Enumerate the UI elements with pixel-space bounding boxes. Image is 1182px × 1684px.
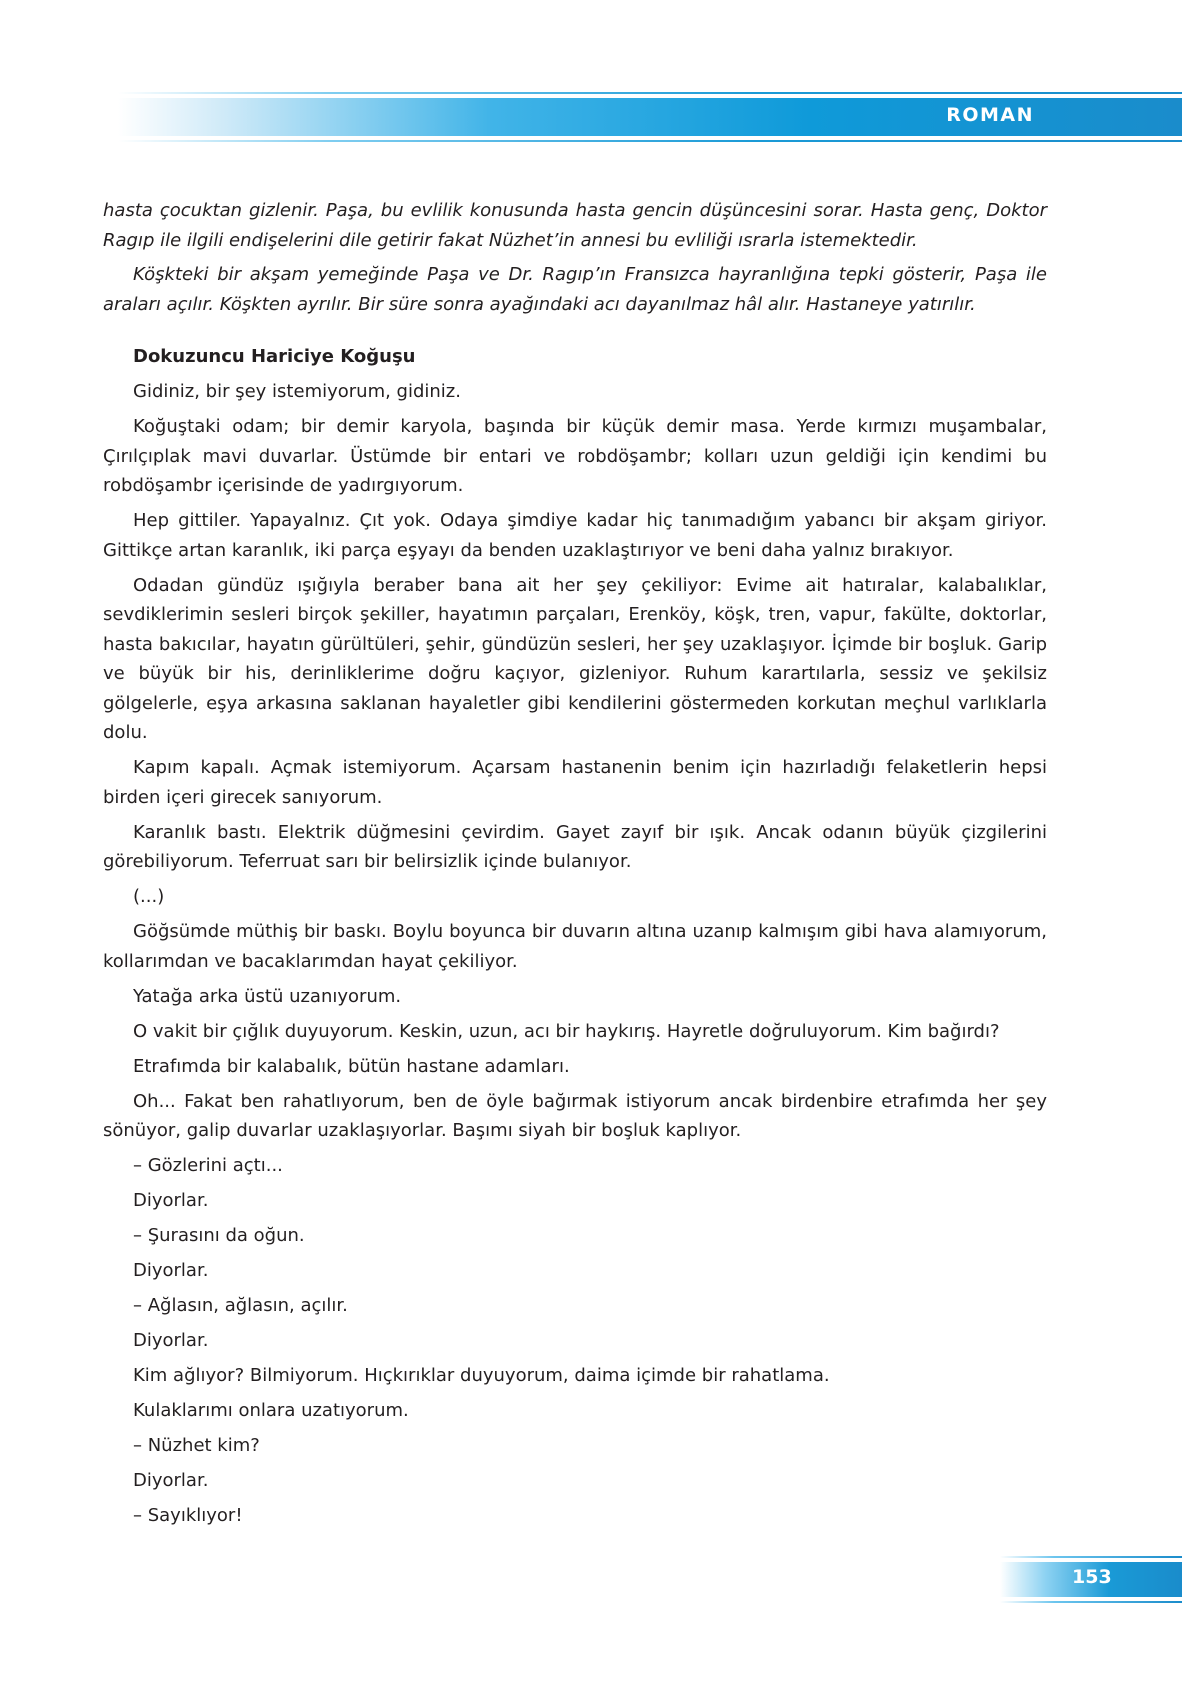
excerpt-paragraph: Odadan gündüz ışığıyla beraber bana ait her şey çekiliyor: Evime ait hatıralar, kalabalıklar, sevdiklerimin sesleri birçok şekiller, hayatımın parçaları, Erenköy, köşk, tren, vapur, fakülte, doktorlar, hasta bakıcılar, hayatın gürültüleri, şehir, gündüzün sesleri, her şey uzaklaşıyor. İçimde bir boşluk. Garip ve büyük bir his, derinliklerime doğru kaçıyor, gizleniyor. Ruhum karartılarla, sessiz ve şekilsiz gölgelerle, eşya arkasına saklanan hayaletler gibi kendilerini göstermeden korkutan meçhul varlıklarla dolu. [103,574,1047,743]
excerpt-paragraph: Etrafımda bir kalabalık, bütün hastane adamları. [133,1055,570,1077]
footer-rule-bottom [1000,1601,1182,1603]
summary-paragraph: hasta çocuktan gizlenir. Paşa, bu evlilik konusunda hasta gencin düşüncesini sorar. Hasta genç, Doktor Ragıp ile ilgili endişelerini dile getirir fakat Nüzhet’in annesi bu evliliği ısrarla istemektedir. [103,200,1047,251]
excerpt-paragraph: Göğsümde müthiş bir baskı. Boylu boyunca bir duvarın altına uzanıp kalmışım gibi hava alamıyorum, kollarımdan ve bacaklarımdan hayat çekiliyor. [103,921,1047,972]
dialogue-line: – Ağlasın, ağlasın, açılır. [133,1295,348,1316]
header-rule-top [118,92,1182,94]
excerpt-paragraph: Gidiniz, bir şey istemiyorum, gidiniz. [133,381,461,402]
page-content [103,196,1047,1536]
header-rule-bottom [118,140,1182,142]
excerpt-paragraph: Oh... Fakat ben rahatlıyorum, ben de öyle bağırmak istiyorum ancak birdenbire etrafımda her şey sönüyor, galip duvarlar uzaklaşıyorlar. Başımı siyah bir boşluk kaplıyor. [103,1090,1047,1141]
dialogue-line: – Sayıklıyor! [133,1505,243,1526]
section-label: ROMAN [946,104,1034,126]
excerpt-paragraph: Kulaklarımı onlara uzatıyorum. [133,1400,409,1421]
excerpt-paragraph: Kapım kapalı. Açmak istemiyorum. Açarsam hastanenin benim için hazırladığı felaketlerin hepsi birden içeri girecek sanıyorum. [103,757,1047,808]
excerpt-paragraph: Diyorlar. [133,1330,209,1351]
excerpt-paragraph: Yatağa arka üstü uzanıyorum. [133,985,402,1007]
section-gap [103,319,1047,342]
excerpt-paragraph: Diyorlar. [133,1190,209,1211]
page-number: 153 [1072,1566,1112,1588]
excerpt-paragraph: Diyorlar. [133,1260,209,1281]
excerpt-title: Dokuzuncu Hariciye Koğuşu [133,346,416,367]
dialogue-line: – Gözlerini açtı... [133,1155,283,1176]
excerpt-text [103,377,1047,1531]
excerpt-paragraph: Hep gittiler. Yapayalnız. Çıt yok. Odaya şimdiye kadar hiç tanımadığım yabancı bir akşam giriyor. Gittikçe artan karanlık, iki parça eşyayı da benden uzaklaştırıyor ve beni daha yalnız bırakıyor. [103,510,1047,561]
excerpt-paragraph: Karanlık bastı. Elektrik düğmesini çevirdim. Gayet zayıf bir ışık. Ancak odanın büyük çizgilerini görebiliyorum. Teferruat sarı bir belirsizlik içinde bulanıyor. [103,821,1047,872]
excerpt-paragraph: Koğuştaki odam; bir demir karyola, başında bir küçük demir masa. Yerde kırmızı muşambalar, Çırılçıplak mavi duvarlar. Üstümde bir entari ve robdöşambr; kolları uzun geldiği için kendimi bu robdöşambr içerisinde de yadırgıyorum. [103,416,1047,496]
excerpt-paragraph: Kim ağlıyor? Bilmiyorum. Hıçkırıklar duyuyorum, daima içimde bir rahatlama. [133,1365,830,1386]
footer-rule-top [1000,1556,1182,1558]
summary-paragraph: Köşkteki bir akşam yemeğinde Paşa ve Dr. Ragıp’ın Fransızca hayranlığına tepki gösterir, Paşa ile araları açılır. Köşkten ayrılır. Bir süre sonra ayağındaki acı dayanılmaz hâl alır. Hastaneye yatırılır. [103,264,1047,315]
excerpt-paragraph: (...) [133,886,165,907]
dialogue-line: – Nüzhet kim? [133,1435,260,1456]
excerpt-paragraph: Diyorlar. [133,1470,209,1491]
dialogue-line: – Şurasını da oğun. [133,1225,305,1246]
excerpt-paragraph: O vakit bir çığlık duyuyorum. Keskin, uzun, acı bir haykırış. Hayretle doğruluyorum. Kim bağırdı? [133,1020,1000,1042]
